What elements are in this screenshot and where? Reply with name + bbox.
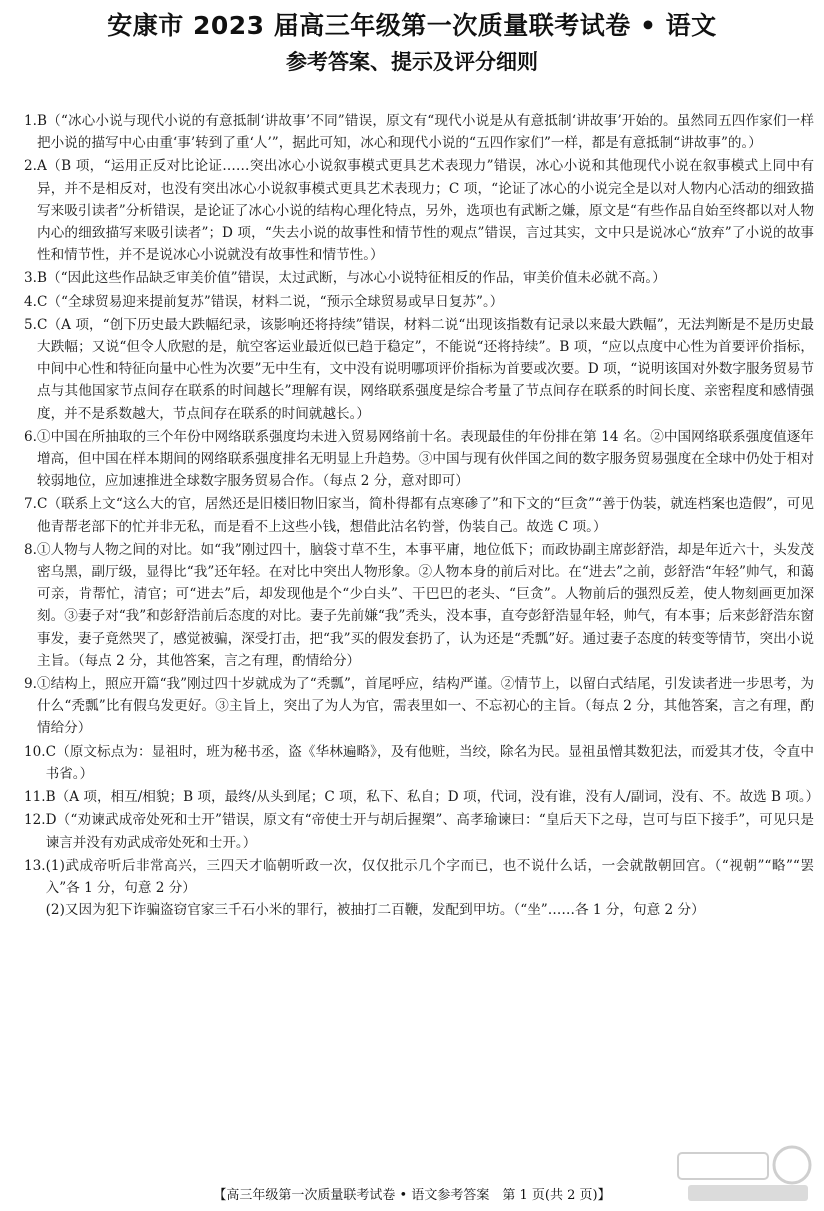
answer-text: ①中国在所抽取的三个年份中网络联系强度均未进入贸易网络前十名。表现最佳的年份排在第 14 名。②中国网络联系强度值逐年增高，但中国在样本期间的网络联系强度排名无明显上升趋势。③中国与现有伙伴国之间的数字服务贸易强度在全球中仍处于相对较弱地位，应加速推进全球数字服务贸易合作。（每点 2 分，意对即可） xyxy=(36,428,814,490)
answer-text: B（A 项，相互/相貌；B 项，最终/从头到尾；C 项，私下、私自；D 项，代词，没有谁，没有人/副词，没有、不。故选 B 项。） xyxy=(45,789,820,806)
page-footer: 【高三年级第一次质量联考试卷 • 语文参考答案 第 1 页(共 2 页)】 xyxy=(213,1188,611,1203)
answer-text: C（A 项，“创下历史最大跌幅纪录，该影响还将持续”错误，材料二说“出现该指数有记录以来最大跌幅”，无法判断是不是历史最大跌幅；又说“但令人欣慰的是，航空客运业最近似已趋于稳定”，不能说“还将持续”。B 项，“应以点度中心性为首要评价指标，中间中心性和特征向量中心性为次要”无中生有，文中没有说明哪项评价指标为首要或次要。D 项，“说明该国对外数字服务贸易节点与其他国家节点间存在联系的时间越长”理解有误，网络联系强度是综合考量了节点间存在联系的时间长度、亲密程度和感情强度，并不是系数越大，节点间存在联系的时间就越长。） xyxy=(36,316,814,422)
answer-text: C（“全球贸易迎来提前复苏”错误，材料二说，“预示全球贸易或早日复苏”。） xyxy=(36,293,504,310)
answer-item xyxy=(24,809,814,853)
answer-item xyxy=(24,673,814,740)
answer-list xyxy=(24,110,820,922)
answer-subtext: (2)又因为犯下诈骗盗窃官家三千石小米的罪行，被抽打二百鞭，发配到甲坊。（“坐”……各 1 分，句意 2 分） xyxy=(45,902,705,919)
answer-item xyxy=(24,267,814,289)
answer-text: B（“因此这些作品缺乏审美价值”错误，太过武断，与冰心小说特征相反的作品，审美价值未必就不高。） xyxy=(36,270,666,287)
answer-text: ①人物与人物之间的对比。如“我”刚过四十，脑袋寸草不生，本事平庸，地位低下；而政协副主席彭舒浩，却是年近六十，头发茂密乌黑，副厅级，显得比“我”还年轻。在对比中突出人物形象。②人物本身的前后对比。在“进去”之前，彭舒浩“年轻”帅气，和蔼可亲，肯帮忙，清官；可“进去”后，却发现他是个“少白头”、干巴巴的老头、“巨贪”。人物前后的强烈反差，使人物刻画更加深刻。③妻子对“我”和彭舒浩前后态度的对比。妻子先前嫌“我”秃头，没本事，直夸彭舒浩显年轻，帅气，有本事；后来彭舒浩东窗事发，妻子竟然哭了，感觉被骗，深受打击，把“我”买的假发套扔了，认为还是“秃瓢”好。通过妻子态度的转变等情节，突出小说主旨。（每点 2 分，其他答案，言之有理，酌情给分） xyxy=(36,541,814,669)
page-title: 安康市 2023 届高三年级第一次质量联考试卷 • 语文 xyxy=(107,11,717,40)
answer-item xyxy=(24,741,814,785)
answer-item xyxy=(24,314,814,425)
answer-number: 2. xyxy=(24,158,37,175)
answer-number: 5. xyxy=(24,316,37,333)
answer-item xyxy=(24,155,814,266)
answer-number: 6. xyxy=(24,428,37,445)
answer-text: B（“冰心小说与现代小说的有意抵制‘讲故事’不同”错误，原文有“现代小说是从有意抵制‘讲故事’开始的。虽然同五四作家们一样把小说的描写中心由重‘事’转到了重‘人’”，据此可知，冰心和现代小说的“五四作家们”一样，都是有意抵制“讲故事”的。） xyxy=(36,113,814,152)
answer-text: C（原文标点为：显祖时，班为秘书丞，盗《华林遍略》，及有他赃，当绞，除名为民。显祖虽憎其数犯法，而爱其才伎，令直中书省。） xyxy=(45,743,814,782)
answer-text: (1)武成帝听后非常高兴，三四天才临朝听政一次，仅仅批示几个字而已，也不说什么话，一会就散朝回宫。（“视朝”“略”“罢入”各 1 分，句意 2 分） xyxy=(45,857,814,896)
answer-text: D（“劝谏武成帝处死和士开”错误，原文有“帝使士开与胡后握槊”、高孝瑜谏曰：“皇后天下之母，岂可与臣下接手”，可见只是谏言并没有劝武成帝处死和士开。） xyxy=(45,812,814,851)
answer-number: 10. xyxy=(24,743,46,760)
answer-text-block xyxy=(46,855,814,922)
answer-item xyxy=(24,539,814,672)
answer-item xyxy=(24,786,820,808)
answer-number: 13. xyxy=(24,857,46,874)
answer-number: 3. xyxy=(24,270,37,287)
answer-text: A（B 项，“运用正反对比论证……突出冰心小说叙事模式更具艺术表现力”错误，冰心小说和其他现代小说在叙事模式上同中有异，并不是相反对，也没有突出冰心小说叙事模式更具艺术表现力；C 项，“论证了冰心的小说完全是以对人物内心活动的细致描写来吸引读者”分析错误，是论证了冰心小说的结构心理化特点，另外，选项也有武断之嫌，原文是“有些作品自始至终都以对人物内心的细致描写来吸引读者”；D 项，“失去小说的故事性和情节性的观点”错误，言过其实，文中只是说冰心“放弃”了小说的故事性和情节性，并不是说冰心小说就没有故事性和情节性。） xyxy=(36,158,814,264)
answer-item xyxy=(24,426,814,493)
answer-number: 4. xyxy=(24,293,37,310)
answer-item xyxy=(24,855,814,922)
answer-number: 7. xyxy=(24,496,37,513)
answer-text: ①结构上，照应开篇“我”刚过四十岁就成为了“秃瓢”，首尾呼应，结构严谨。②情节上，以留白式结尾，引发读者进一步思考，为什么“秃瓢”比有假乌发更好。③主旨上，突出了为人为官，需表里如一、不忘初心的主旨。（每点 2 分，其他答案，言之有理，酌情给分） xyxy=(36,676,814,737)
answer-number: 1. xyxy=(24,113,37,129)
answer-number: 11. xyxy=(24,789,46,806)
answer-text: C（联系上文“这么大的官，居然还是旧楼旧物旧家当，简朴得都有点寒碜了”和下文的“巨贪”“善于伪装，就连档案也造假”，可见他青帮老部下的忙并非无私，而是看不上这些小钱，想借此沽名钓誉，伪装自己。故选 C 项。） xyxy=(36,496,814,535)
answer-item xyxy=(24,291,814,313)
answer-item xyxy=(24,493,814,537)
page-subtitle: 参考答案、提示及评分细则 xyxy=(286,50,538,74)
answer-number: 8. xyxy=(24,541,37,558)
answer-number: 12. xyxy=(24,812,46,829)
answer-number: 9. xyxy=(24,676,37,693)
answer-item xyxy=(24,110,814,154)
